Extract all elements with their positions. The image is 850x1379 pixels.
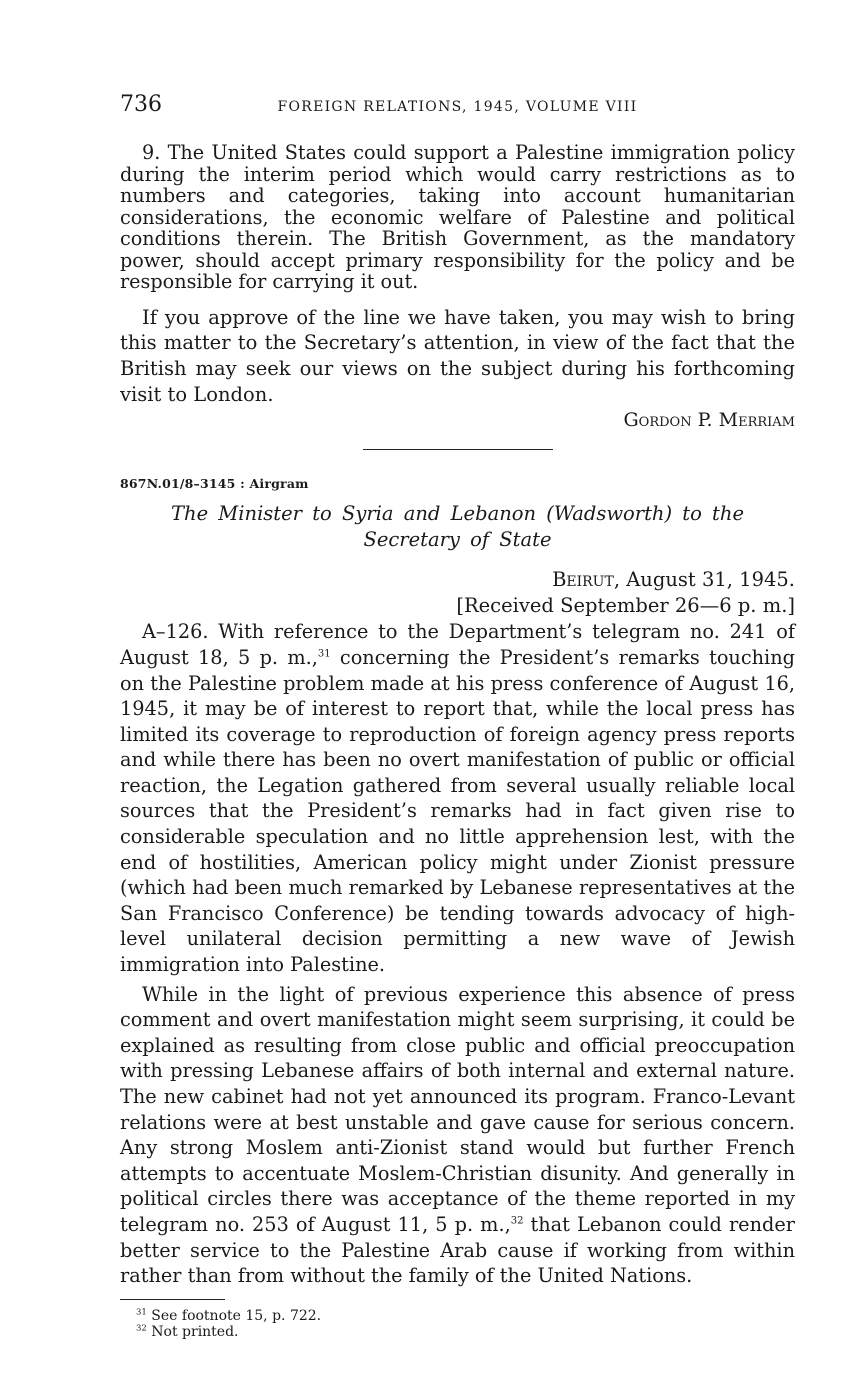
footnote-ref-32: 32 [510, 1215, 524, 1227]
footnote-text: Not printed. [146, 1323, 239, 1340]
page-header [120, 92, 795, 122]
airgram-body [120, 619, 795, 1288]
memo-paragraph-9: 9. The United States could support a Palestine immigration policy during the interim period which would carry restrictions as to numbers and categories, taking into account humanitarian considerations, the economic welfare of Palestine and political conditions therein. The British Government, as the mandatory power, should accept primary responsibility for the policy and be responsible for carrying it out. [120, 141, 795, 293]
footnote-text: See footnote 15, p. 722. [146, 1307, 322, 1324]
body-paragraph-1-text-b: concerning the President’s remarks touching on the Palestine problem made at his press conference of August 16, 1945, it may be of interest to report that, while the local press has limited its coverage to reproduction of foreign agency press reports and while there has been no overt manifestation of public or official reaction, the Legation gathered from several usually reliable local sources that the President’s remarks had in fact given rise to considerable speculation and no little apprehension lest, with the end of hostilities, American policy might under Zionist pressure (which had been much remarked by Lebanese representatives at the San Francisco Conference) be tending towards advocacy of high-level unilateral decision permitting a new wave of Jewish immigration into Palestine. [120, 645, 795, 977]
body-paragraph-1-text-a: A–126. With reference to the Department’s telegram no. 241 of August 18, 5 p. m., [120, 620, 795, 669]
section-divider [363, 449, 553, 450]
footnote-marker: 32 [136, 1323, 147, 1334]
footnote-marker: 31 [136, 1307, 147, 1318]
document-title: The Minister to Syria and Lebanon (Wadsworth) to the Secretary of State [171, 502, 744, 552]
page-number: 736 [120, 92, 162, 117]
memo-signature: Gordon P. Merriam [623, 409, 795, 432]
body-paragraph-2-text-b: that Lebanon could render better service to the Palestine Arab cause if working from within rather than from without the family of the United Nations. [120, 1212, 795, 1288]
running-head: FOREIGN RELATIONS, 1945, VOLUME VIII [277, 99, 638, 115]
memo-continuation [120, 142, 795, 293]
body-paragraph-1 [120, 619, 795, 977]
date: August 31, 1945. [620, 568, 795, 592]
memo-closing-paragraph: If you approve of the line we have taken, you may wish to bring this matter to the Secretary’s attention, in view of the fact that the British may seek our views on the subject during his forthcoming visit to London. [120, 305, 795, 406]
body-paragraph-2 [120, 982, 795, 1289]
footnotes [120, 1308, 795, 1340]
received-note: [Received September 26—6 p. m.] [456, 594, 795, 618]
place: Beirut, [552, 568, 621, 592]
dateline [120, 567, 795, 619]
footnote-32 [136, 1324, 795, 1340]
footnote-rule [120, 1299, 225, 1300]
body-paragraph-2-text-a: While in the light of previous experience this absence of press comment and overt manifestation might seem surprising, it could be explained as resulting from close public and official preoccupation with pressing Lebanese affairs of both internal and external nature. The new cabinet had not yet announced its program. Franco-Levant relations were at best unstable and gave cause for serious concern. Any strong Moslem anti-Zionist stand would but further French attempts to accentuate Moslem-Christian disunity. And generally in political circles there was acceptance of the theme reported in my telegram no. 253 of August 11, 5 p. m., [120, 982, 795, 1236]
place-date [120, 567, 795, 593]
footnote-31 [136, 1308, 795, 1324]
file-reference: 867N.01/8–3145 : Airgram [120, 476, 309, 492]
footnote-ref-31: 31 [317, 648, 331, 660]
document-page [120, 92, 795, 1340]
